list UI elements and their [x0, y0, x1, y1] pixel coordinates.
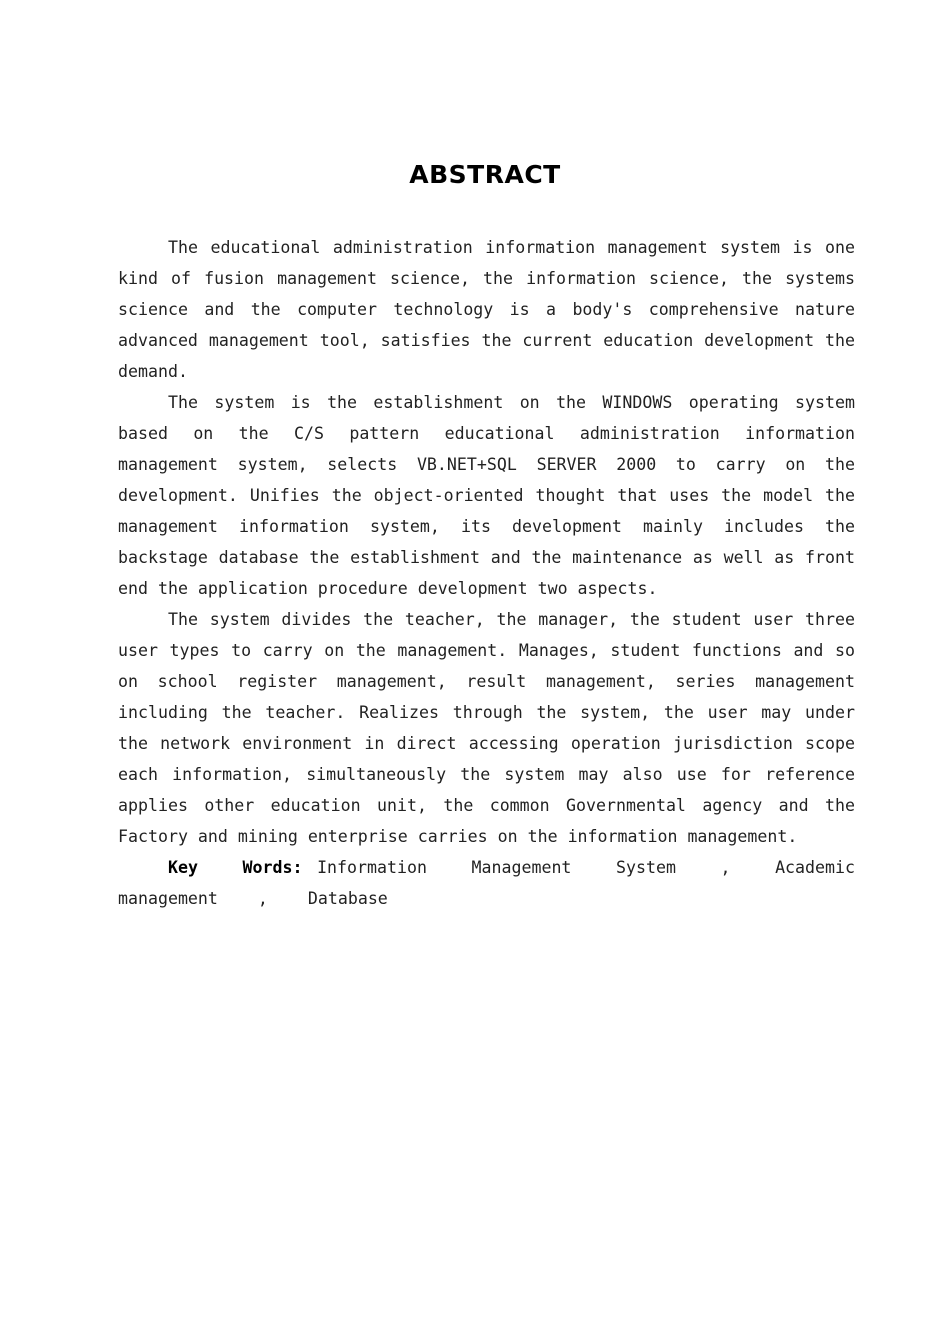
keywords-line [118, 852, 855, 914]
abstract-paragraph-1: The educational administration information management system is one kind of fusion management science, the information science, the systems science and the computer technology is a body's comprehensive nature advanced management tool, satisfies the current education development the demand. [118, 238, 855, 381]
abstract-paragraph-2: The system is the establishment on the WINDOWS operating system based on the C/S pattern educational administration information management system, selects VB.NET+SQL SERVER 2000 to carry on the development. Unifies the object-oriented thought that uses the model the management information system, its development mainly includes the backstage database the establishment and the maintenance as well as front end the application procedure development two aspects. [118, 393, 855, 598]
abstract-title: ABSTRACT [409, 160, 561, 189]
keywords-label: Key Words: [168, 858, 303, 877]
abstract-body [118, 232, 855, 914]
keywords-text: Information Management System , Academic management , Database [118, 858, 855, 908]
abstract-paragraph-3: The system divides the teacher, the manager, the student user three user types to carry on the management. Manages, student functions and so on school register management, result management, series management including the teacher. Realizes through the system, the user may under the network environment in direct accessing operation jurisdiction scope each information, simultaneously the system may also use for reference applies other education unit, the common Governmental agency and the Factory and mining enterprise carries on the information management. [118, 610, 855, 846]
